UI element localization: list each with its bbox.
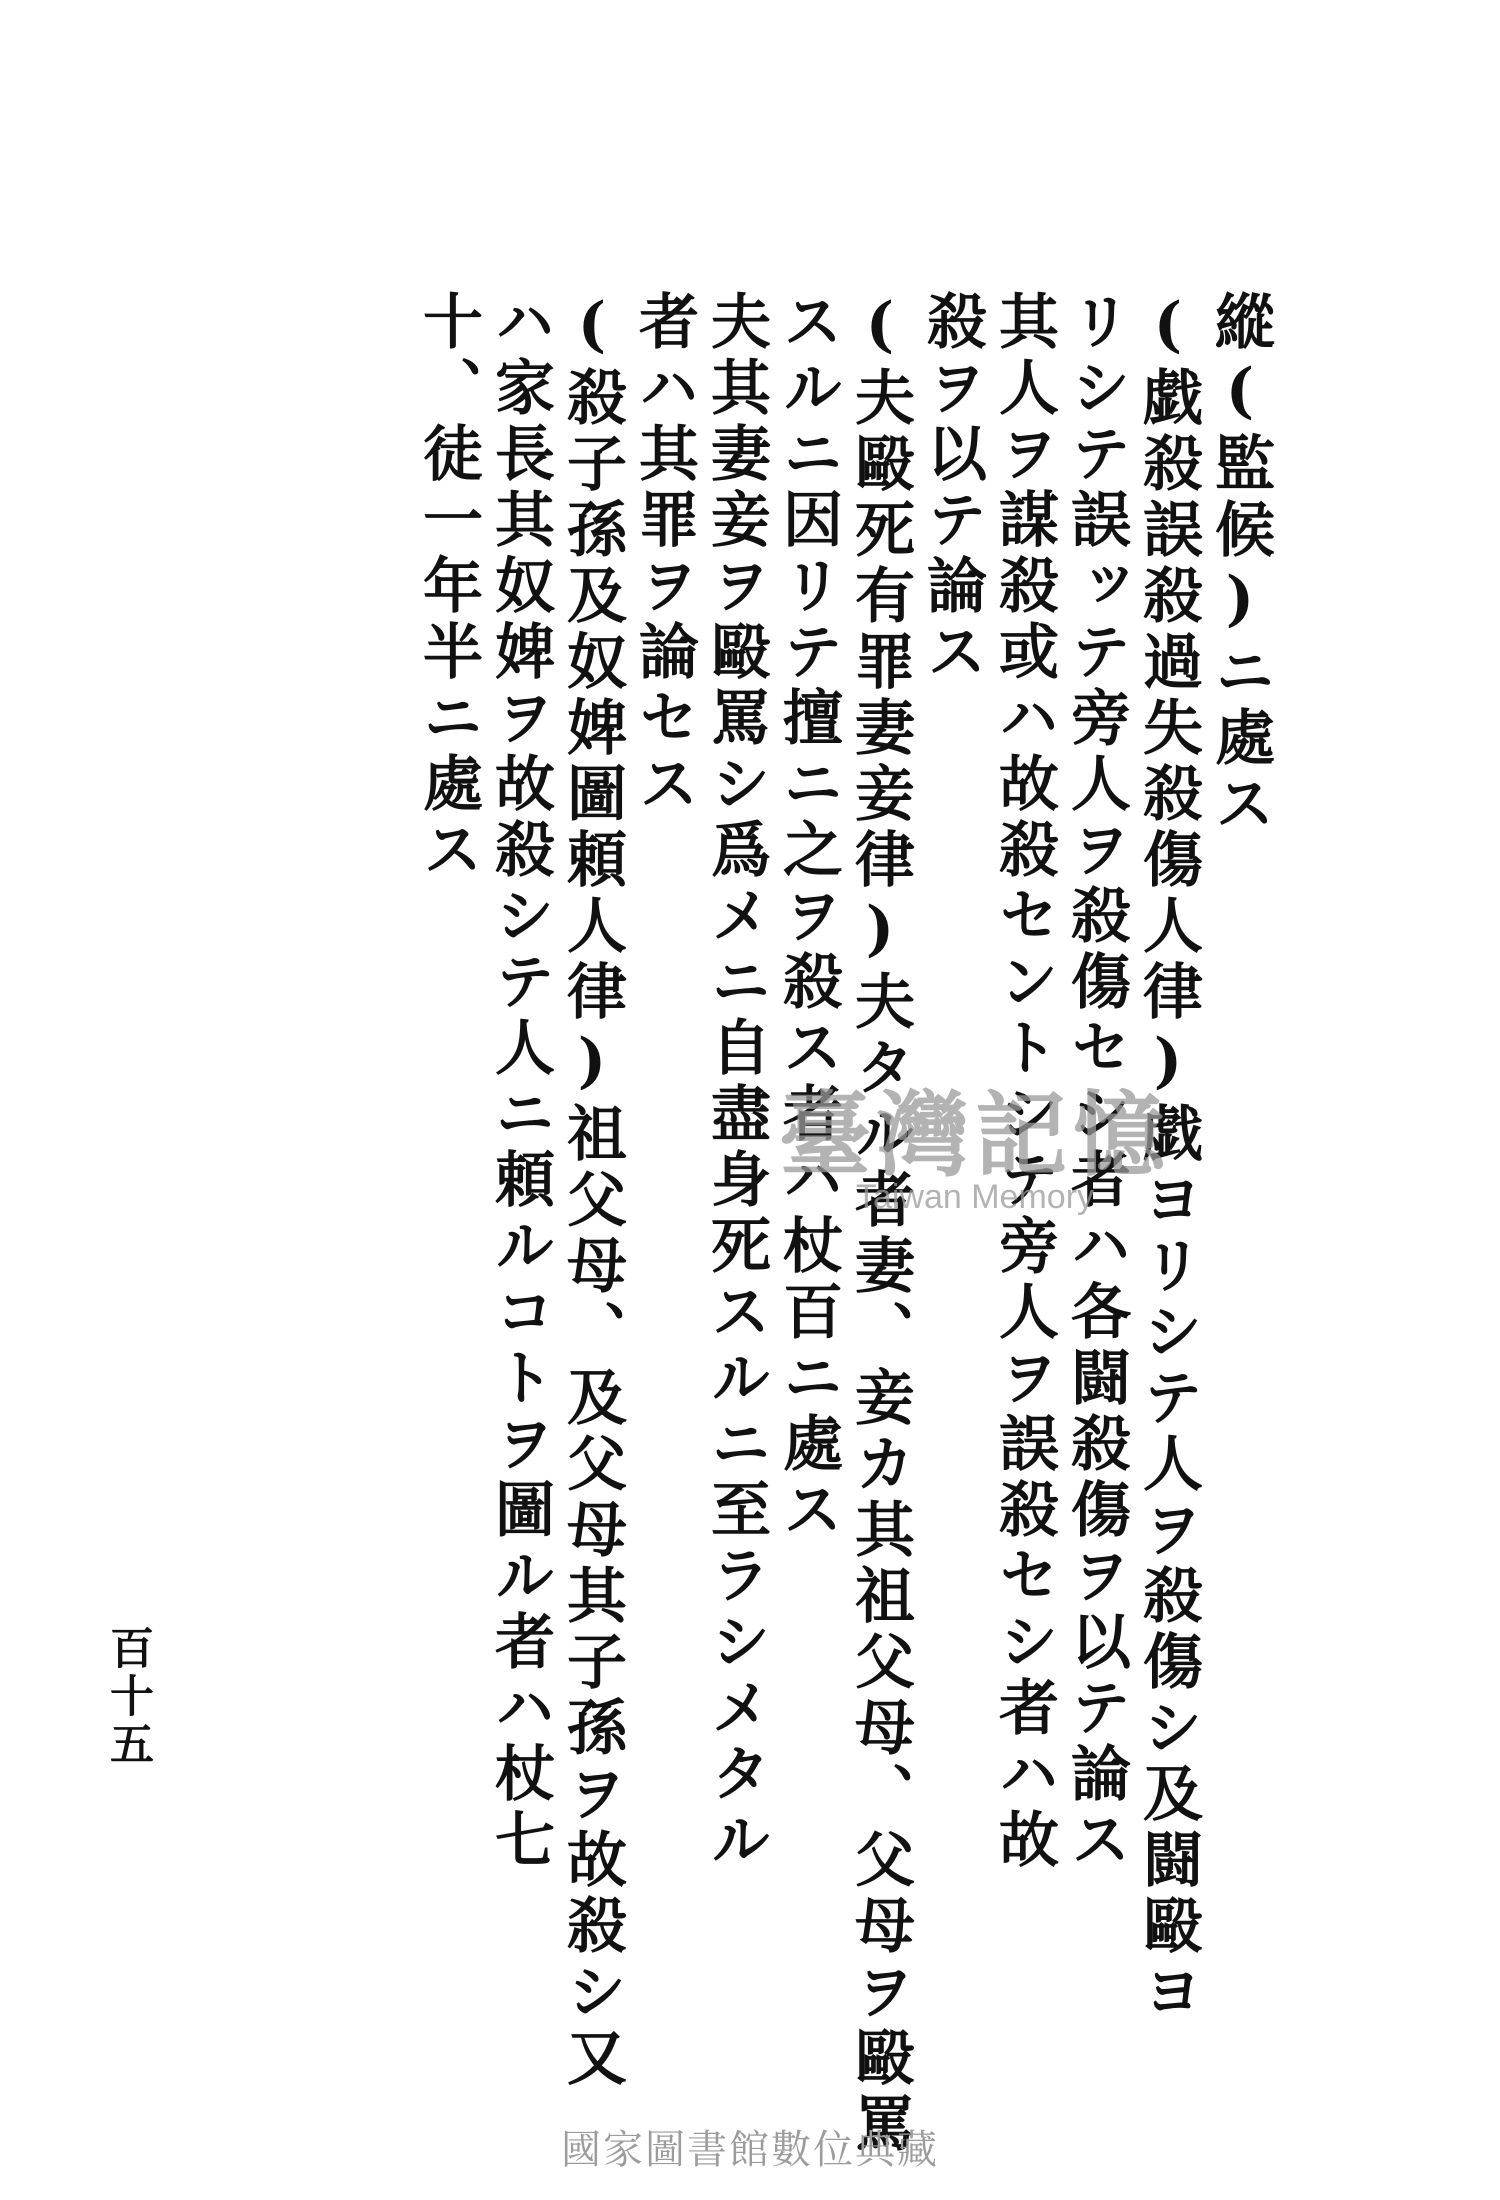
- text-column: 者ハ其罪ヲ論セス: [629, 290, 699, 818]
- text-column: リシテ誤ッテ旁人ヲ殺傷セシ者ハ各闘殺傷ヲ以テ論ス: [1061, 290, 1131, 1874]
- text-column: 縱(監候)ニ處ス: [1205, 290, 1275, 838]
- text-column: (夫毆死有罪妻妾律)夫タル者妻、妾カ其祖父母、父母ヲ毆罵: [845, 290, 915, 2158]
- text-column: 其人ヲ謀殺或ハ故殺セントシテ旁人ヲ誤殺セシ者ハ故: [989, 290, 1059, 1874]
- text-column: スルニ因リテ擅ニ之ヲ殺ス者ハ杖百ニ處ス: [773, 290, 843, 1544]
- text-column: 夫其妻妾ヲ毆罵シ爲メニ自盡身死スルニ至ラシメタル: [701, 290, 771, 1874]
- watermark: [735, 1081, 1215, 1255]
- watermark-english: Taiwan Memory: [855, 1178, 1095, 1217]
- text-column: (戯殺誤殺過失殺傷人律)戯ヨリシテ人ヲ殺傷シ及闘毆ヨ: [1133, 290, 1203, 2026]
- text-column: ハ家長其奴婢ヲ故殺シテ人ニ頼ルコトヲ圖ル者ハ杖七: [485, 290, 555, 1874]
- text-column: (殺子孫及奴婢圖頼人律)祖父母、及父母其子孫ヲ故殺シ又: [557, 290, 627, 2092]
- page-number: 百十五: [102, 1625, 153, 1769]
- watermark-chinese: 臺灣記憶: [778, 1081, 1171, 1189]
- footer-caption: 國家圖書館數位典藏: [561, 2127, 939, 2173]
- text-column: 十、徒一年半ニ處ス: [413, 290, 483, 884]
- text-column: 殺ヲ以テ論ス: [917, 290, 987, 686]
